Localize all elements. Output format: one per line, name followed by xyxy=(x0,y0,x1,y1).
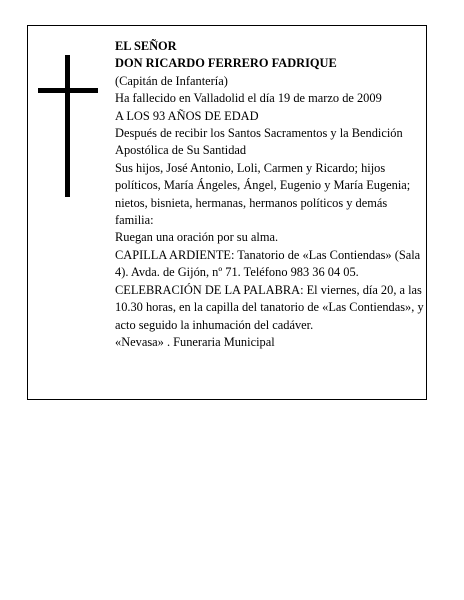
deceased-name: DON RICARDO FERRERO FADRIQUE xyxy=(115,56,337,71)
cross-icon xyxy=(38,55,98,197)
sacraments-statement: Después de recibir los Santos Sacramentos y la Bendición Apostólica de Su Santidad xyxy=(115,126,403,158)
chapel-info: CAPILLA ARDIENTE: Tanatorio de «Las Contiendas» (Sala 4). Avda. de Gijón, nº 71. Teléfono 983 36 04 05. xyxy=(115,247,421,280)
cross-vertical-bar xyxy=(65,55,70,197)
obituary-text xyxy=(115,38,425,351)
prayer-request: Ruegan una oración por su alma. xyxy=(115,230,279,245)
age-statement: A LOS 93 AÑOS DE EDAD xyxy=(115,108,259,123)
cross-horizontal-bar xyxy=(38,88,98,93)
funeral-home: «Nevasa» . Funeraria Municipal xyxy=(115,334,275,349)
ceremony-info: CELEBRACIÓN DE LA PALABRA: El viernes, día 20, a las 10.30 horas, en la capilla del tanatorio de «Las Contiendas», y acto seguido la inhumación del cadáver. xyxy=(115,282,424,332)
deceased-title: EL SEÑOR xyxy=(115,39,177,53)
death-statement: Ha fallecido en Valladolid el día 19 de marzo de 2009 xyxy=(115,91,382,106)
family-statement: Sus hijos, José Antonio, Loli, Carmen y Ricardo; hijos políticos, María Ángeles, Ángel, Eugenio y María Eugenia; nietos, bisnieta, hermanas, hermanos políticos y demás familia: xyxy=(115,160,411,228)
deceased-rank: (Capitán de Infantería) xyxy=(115,73,228,88)
